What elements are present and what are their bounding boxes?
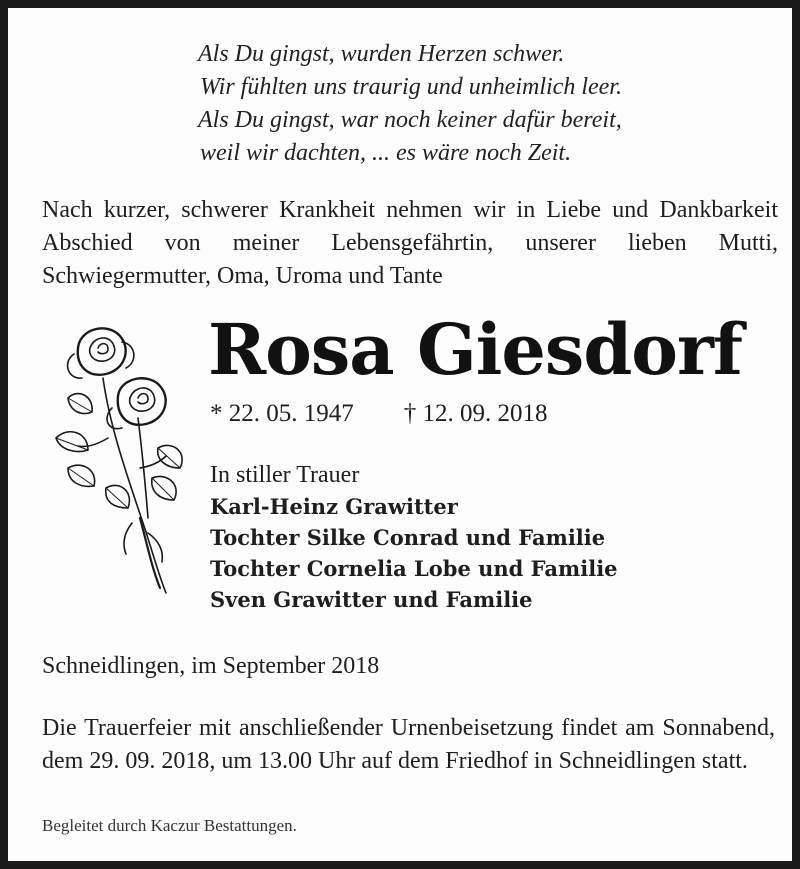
poem-line: Als Du gingst, wurden Herzen schwer. <box>198 41 565 67</box>
poem-line: Als Du gingst, war noch keiner dafür bereit, <box>198 107 622 133</box>
mourning-lead: In stiller Trauer <box>210 462 360 488</box>
mourner-name: Tochter Silke Conrad und Familie <box>210 525 606 550</box>
ceremony-text: Die Trauerfeier mit anschließender Urnenbeisetzung findet am Sonnabend, dem 29. 09. 2018, um 13.00 Uhr auf dem Friedhof in Schneidlingen statt. <box>42 715 775 774</box>
poem-line: Wir fühlten uns traurig und unheimlich leer. <box>200 74 622 100</box>
intro-text: Nach kurzer, schwerer Krankheit nehmen wir in Liebe und Dankbarkeit Abschied von meiner Lebensgefährtin, unserer lieben Mutti, Schwiegermutter, Oma, Uroma und Tante <box>42 197 778 289</box>
mourners <box>210 460 618 615</box>
deceased-name: Rosa Giesdorf <box>208 308 742 391</box>
undertaker-credit: Begleitet durch Kaczur Bestattungen. <box>42 816 297 835</box>
poem <box>198 38 758 170</box>
mourner-name: Tochter Cornelia Lobe und Familie <box>210 556 618 581</box>
life-dates <box>210 398 548 430</box>
birth-date: * 22. 05. 1947 <box>210 400 354 427</box>
mourner-name: Karl-Heinz Grawitter <box>210 494 458 519</box>
poem-line: weil wir dachten, ... es wäre noch Zeit. <box>200 140 572 166</box>
rose-icon <box>48 318 198 603</box>
mourner-name: Sven Grawitter und Familie <box>210 587 533 612</box>
place-date: Schneidlingen, im September 2018 <box>42 653 380 679</box>
death-date: † 12. 09. 2018 <box>403 400 548 427</box>
